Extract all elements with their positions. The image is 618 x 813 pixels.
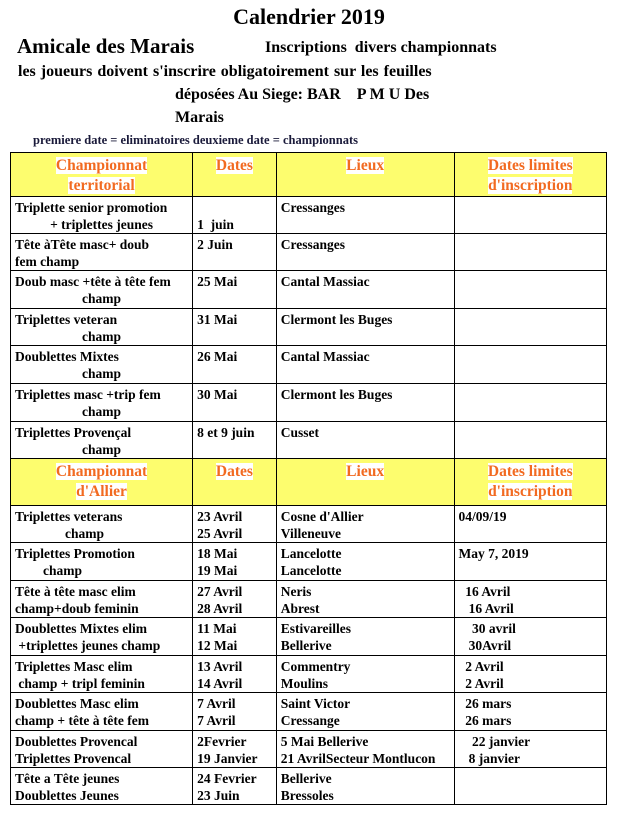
cell-line: 1 juin [197, 217, 234, 232]
cell-lieux [276, 309, 454, 346]
cell-line: 28 Avril [197, 601, 243, 616]
table-row [11, 656, 607, 693]
cell-line: 8 janvier [458, 751, 521, 766]
cell-limite [454, 346, 606, 384]
cell-line: 13 Avril [197, 659, 243, 674]
cell-line: +triplettes jeunes champ [15, 638, 161, 653]
subtitle: Inscriptions divers championnats [265, 39, 497, 56]
table-row [11, 271, 607, 309]
cell-line: Commentry [280, 659, 351, 674]
cell-lieux [276, 346, 454, 384]
cell-line [459, 311, 602, 328]
instructions-line-2: déposées Au Siege: BAR P M U Des [175, 86, 430, 103]
cell-line: 30Avril [458, 638, 512, 653]
cell-line: Triplette senior promotion [15, 200, 168, 215]
cell-dates [193, 768, 277, 805]
cell-line: champ [82, 291, 122, 306]
cell-line [459, 236, 602, 253]
cell-line: champ [43, 563, 83, 578]
cell-championnat [11, 309, 193, 346]
cell-line: champ [82, 329, 122, 344]
cell-limite [454, 422, 606, 459]
cell-championnat [11, 506, 193, 543]
cell-line: champ [82, 404, 122, 419]
table-row [11, 731, 607, 768]
cell-line: 31 Mai [197, 312, 238, 327]
column-header-label: d'inscription [488, 177, 573, 194]
cell-line: Triplettes masc +trip fem [15, 387, 161, 402]
cell-lieux [276, 271, 454, 309]
cell-line: champ [82, 366, 122, 381]
cell-limite [454, 309, 606, 346]
club-name: Amicale des Marais [17, 34, 195, 58]
column-header-label: Championnat [55, 463, 148, 480]
column-header-label: Dates [215, 463, 253, 480]
cell-line: Triplettes Promotion [15, 546, 135, 561]
cell-lieux [276, 422, 454, 459]
column-header-label: Dates [215, 157, 253, 174]
cell-line: Triplettes veterans [15, 509, 123, 524]
allier-championship-table [10, 458, 607, 805]
column-header-limite [454, 459, 606, 506]
cell-championnat [11, 234, 193, 271]
table-row [11, 346, 607, 384]
cell-lieux [276, 506, 454, 543]
cell-line: 22 janvier [458, 734, 531, 749]
cell-line: fem champ [15, 254, 80, 269]
cell-lieux [276, 618, 454, 656]
cell-line: Neris [280, 584, 312, 599]
cell-line: 23 Juin [197, 788, 240, 803]
table-header-row [11, 459, 607, 506]
cell-championnat [11, 543, 193, 581]
column-header-label: Dates limites [487, 157, 573, 174]
cell-limite [454, 234, 606, 271]
instructions-line-3: Marais [175, 109, 224, 126]
cell-championnat [11, 271, 193, 309]
table-header-row [11, 153, 607, 197]
cell-line: 5 Mai Bellerive [280, 734, 369, 749]
cell-line: Estivareilles [280, 621, 351, 636]
table-row [11, 197, 607, 234]
table-row [11, 768, 607, 805]
column-header-lieux [276, 459, 454, 506]
cell-limite [454, 656, 606, 693]
cell-line: Villeneuve [280, 526, 341, 541]
column-header-lieux [276, 153, 454, 197]
cell-line: 27 Avril [197, 584, 243, 599]
cell-line: Doublettes Mixtes [15, 349, 119, 364]
cell-dates [193, 656, 277, 693]
cell-line: 25 Avril [197, 526, 243, 541]
cell-line: 7 Avril [197, 713, 236, 728]
cell-line: 26 Mai [197, 349, 238, 364]
cell-line: champ + tripl feminin [15, 676, 145, 691]
column-header-label: territorial [68, 177, 135, 194]
cell-lieux [276, 656, 454, 693]
cell-line: May 7, 2019 [458, 546, 529, 561]
cell-line: 7 Avril [197, 696, 236, 711]
cell-line: 8 et 9 juin [197, 425, 255, 440]
table-row [11, 309, 607, 346]
cell-championnat [11, 656, 193, 693]
cell-dates [193, 731, 277, 768]
table-row [11, 618, 607, 656]
cell-line [459, 199, 602, 216]
cell-line: Bellerive [280, 771, 332, 786]
cell-line: Tête àTête masc+ doub [15, 237, 150, 252]
table-row [11, 581, 607, 618]
cell-dates [193, 693, 277, 731]
cell-line [459, 424, 602, 441]
cell-dates [193, 346, 277, 384]
cell-dates [193, 271, 277, 309]
cell-championnat [11, 346, 193, 384]
cell-lieux [276, 581, 454, 618]
column-header-label: Championnat [55, 157, 148, 174]
cell-line [459, 273, 602, 290]
cell-line: Doublettes Masc elim [15, 696, 139, 711]
cell-limite [454, 506, 606, 543]
cell-line: Cressanges [280, 200, 345, 215]
cell-dates [193, 506, 277, 543]
cell-dates [193, 618, 277, 656]
cell-championnat [11, 693, 193, 731]
cell-dates [193, 234, 277, 271]
cell-lieux [276, 693, 454, 731]
cell-line: 2Fevrier [197, 734, 247, 749]
cell-line: 24 Fevrier [197, 771, 257, 786]
cell-lieux [276, 543, 454, 581]
cell-limite [454, 197, 606, 234]
column-header-championnat [11, 459, 193, 506]
cell-championnat [11, 197, 193, 234]
column-header-label: Lieux [346, 463, 385, 480]
table-row [11, 506, 607, 543]
column-header-dates [193, 153, 277, 197]
cell-line: champ [65, 526, 105, 541]
cell-line: 12 Mai [197, 638, 238, 653]
cell-line: + triplettes jeunes [50, 217, 153, 232]
cell-dates [193, 543, 277, 581]
page-title: Calendrier 2019 [233, 4, 385, 29]
table-row [11, 384, 607, 422]
cell-championnat [11, 731, 193, 768]
cell-championnat [11, 422, 193, 459]
cell-line: 19 Janvier [197, 751, 258, 766]
cell-limite [454, 768, 606, 805]
cell-line: 30 Mai [197, 387, 238, 402]
cell-line: 2 Avril [458, 676, 504, 691]
territorial-championship-table [10, 152, 607, 459]
cell-dates [193, 581, 277, 618]
cell-line: Clermont les Buges [280, 312, 393, 327]
cell-line: Clermont les Buges [280, 387, 393, 402]
cell-line: 11 Mai [197, 621, 237, 636]
instructions-line-1: les joueurs doivent s'inscrire obligatoirement sur les feuilles [18, 63, 432, 80]
cell-lieux [276, 731, 454, 768]
cell-line: Doublettes Provencal [15, 734, 138, 749]
cell-line [459, 386, 602, 403]
cell-line [459, 348, 602, 365]
cell-lieux [276, 768, 454, 805]
table-row [11, 422, 607, 459]
cell-line: Triplettes Provencal [15, 751, 132, 766]
cell-line: champ + tête à tête fem [15, 713, 150, 728]
cell-line: 19 Mai [197, 563, 238, 578]
cell-line: 26 mars [458, 713, 512, 728]
cell-line: Lancelotte [280, 546, 342, 561]
cell-line: Moulins [280, 676, 328, 691]
cell-limite [454, 543, 606, 581]
column-header-label: Lieux [346, 157, 385, 174]
cell-dates [193, 309, 277, 346]
cell-line: Triplettes Provençal [15, 425, 132, 440]
cell-limite [454, 581, 606, 618]
cell-line: Cusset [280, 425, 319, 440]
cell-line: champ [82, 442, 122, 457]
cell-line [459, 770, 602, 787]
cell-line: Bressoles [280, 788, 334, 803]
cell-line: champ+doub feminin [15, 601, 139, 616]
cell-limite [454, 693, 606, 731]
cell-championnat [11, 581, 193, 618]
cell-limite [454, 731, 606, 768]
cell-line: Lancelotte [280, 563, 342, 578]
cell-limite [454, 618, 606, 656]
cell-line: 18 Mai [197, 546, 238, 561]
cell-line: 23 Avril [197, 509, 243, 524]
cell-dates [193, 197, 277, 234]
cell-line: Cosne d'Allier [280, 509, 364, 524]
column-header-label: Dates limites [487, 463, 573, 480]
cell-line: 25 Mai [197, 274, 238, 289]
cell-line [197, 199, 272, 216]
cell-line: Triplettes veteran [15, 312, 118, 327]
date-legend-note: premiere date = eliminatoires deuxieme date = championnats [33, 133, 358, 147]
cell-line: 30 avril [458, 621, 516, 636]
cell-lieux [276, 384, 454, 422]
cell-line: Cressange [280, 713, 340, 728]
cell-line: 2 Avril [458, 659, 504, 674]
cell-line: 14 Avril [197, 676, 243, 691]
cell-line: Saint Victor [280, 696, 351, 711]
column-header-championnat [11, 153, 193, 197]
cell-line: 26 mars [458, 696, 512, 711]
cell-championnat [11, 618, 193, 656]
cell-lieux [276, 234, 454, 271]
cell-line: 16 Avril [458, 584, 511, 599]
column-header-label: d'Allier [76, 483, 127, 500]
cell-line: Tête à tête masc elim [15, 584, 136, 599]
cell-line: 04/09/19 [458, 509, 507, 524]
cell-dates [193, 384, 277, 422]
table-row [11, 543, 607, 581]
cell-line: 2 Juin [197, 237, 233, 252]
table-row [11, 693, 607, 731]
column-header-limite [454, 153, 606, 197]
cell-line: Cantal Massiac [280, 274, 370, 289]
cell-line: Doublettes Jeunes [15, 788, 119, 803]
cell-line: Doublettes Mixtes elim [15, 621, 147, 636]
column-header-label: d'inscription [488, 483, 573, 500]
cell-line: Bellerive [280, 638, 332, 653]
cell-lieux [276, 197, 454, 234]
cell-limite [454, 384, 606, 422]
cell-line: 16 Avril [458, 601, 514, 616]
cell-line: Doub masc +tête à tête fem [15, 274, 171, 289]
cell-line: Cantal Massiac [280, 349, 370, 364]
column-header-dates [193, 459, 277, 506]
cell-line: 21 AvrilSecteur Montlucon [280, 751, 436, 766]
cell-championnat [11, 384, 193, 422]
table-row [11, 234, 607, 271]
cell-championnat [11, 768, 193, 805]
cell-line: Tête a Tête jeunes [15, 771, 120, 786]
cell-dates [193, 422, 277, 459]
cell-line: Abrest [280, 601, 320, 616]
cell-limite [454, 271, 606, 309]
cell-line: Cressanges [280, 237, 345, 252]
cell-line: Triplettes Masc elim [15, 659, 133, 674]
